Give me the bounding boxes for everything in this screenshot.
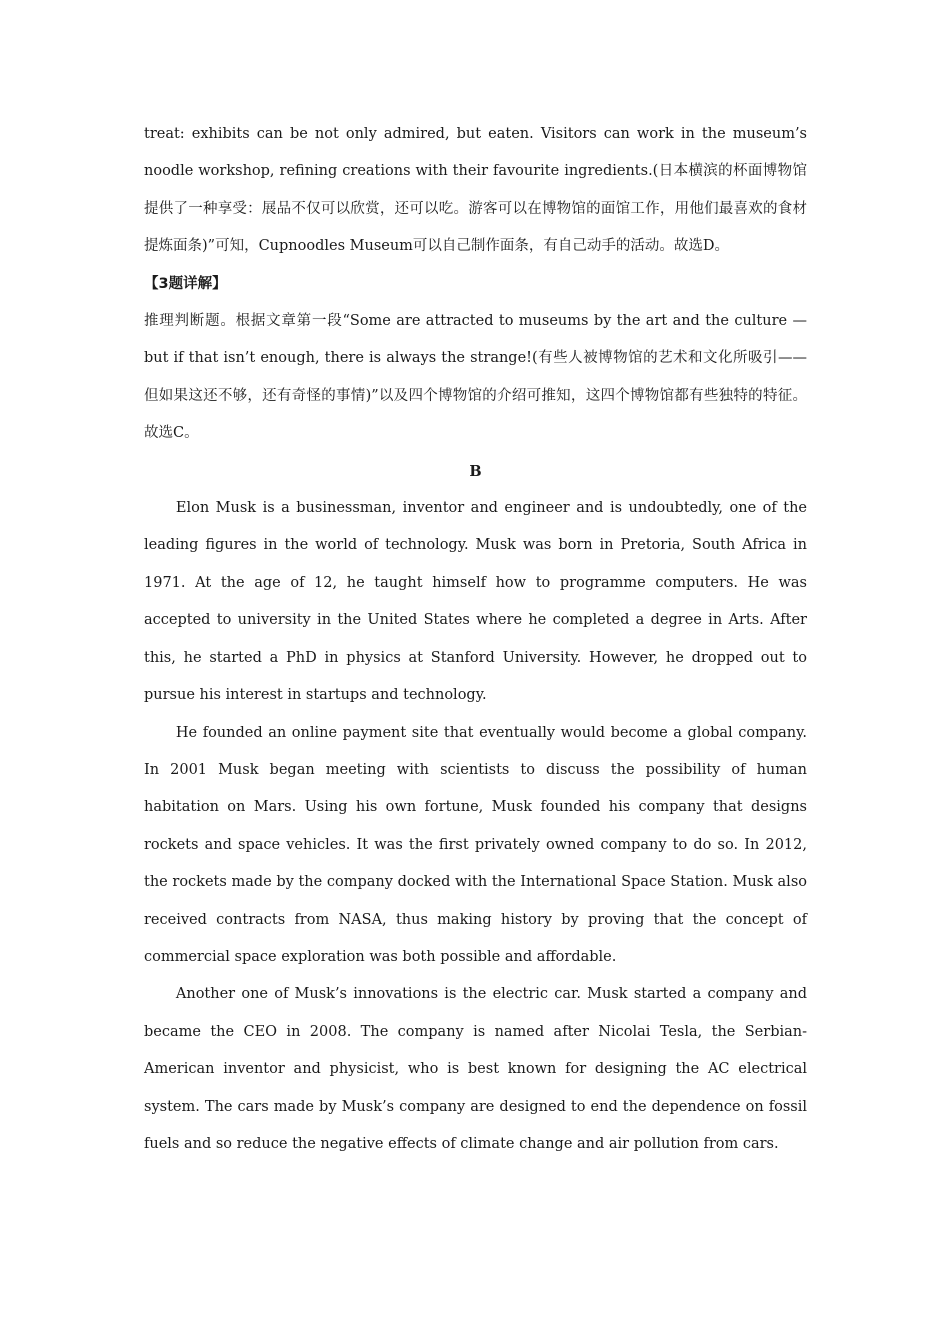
- q2-analysis-continuation: treat: exhibits can be not only admired, but eaten. Visitors can work in the museum’s noodle workshop, refining creations with their favourite ingredients.(日本横滨的杯面博物馆提供了一种享受：展品不仅可以欣赏，还可以吃。游客可以在博物馆的面馆工作，用他们最喜欢的食材提炼面条)”可知，Cupnoodles Museum可以自己制作面条，有自己动手的活动。故选D。: [144, 126, 807, 255]
- passage-paragraph-3: Another one of Musk’s innovations is the electric car. Musk started a company and became the CEO in 2008. The company is named after Nicolai Tesla, the Serbian-American inventor and physicist, who is best known for designing the AC electrical system. The cars made by Musk’s company are designed to end the dependence on fossil fuels and so reduce the negative effects of climate change and air pollution from cars.: [144, 986, 807, 1152]
- q3-heading: 【3题详解】: [144, 275, 227, 292]
- passage-paragraph-1: Elon Musk is a businessman, inventor and engineer and is undoubtedly, one of the leading figures in the world of technology. Musk was born in Pretoria, South Africa in 1971. At the age of 12, he taught himself how to programme computers. He was accepted to university in the United States where he completed a degree in Arts. After this, he started a PhD in physics at Stanford University. However, he dropped out to pursue his interest in startups and technology.: [144, 500, 807, 704]
- page-content: [144, 116, 807, 1163]
- passage-label: B: [469, 462, 482, 480]
- q3-analysis-body: 推理判断题。根据文章第一段“Some are attracted to museums by the art and the culture — but if that isn’t enough, there is always the strange!(有些人被博物馆的艺术和文化所吸引——但如果这还不够，还有奇怪的事情)”以及四个博物馆的介绍可推知，这四个博物馆都有些独特的特征。故选C。: [144, 313, 807, 442]
- passage-paragraph-2: He founded an online payment site that eventually would become a global company. In 2001 Musk began meeting with scientists to discuss the possibility of human habitation on Mars. Using his own fortune, Musk founded his company that designs rockets and space vehicles. It was the first privately owned company to do so. In 2012, the rockets made by the company docked with the International Space Station. Musk also received contracts from NASA, thus making history by proving that the concept of commercial space exploration was both possible and affordable.: [144, 724, 807, 965]
